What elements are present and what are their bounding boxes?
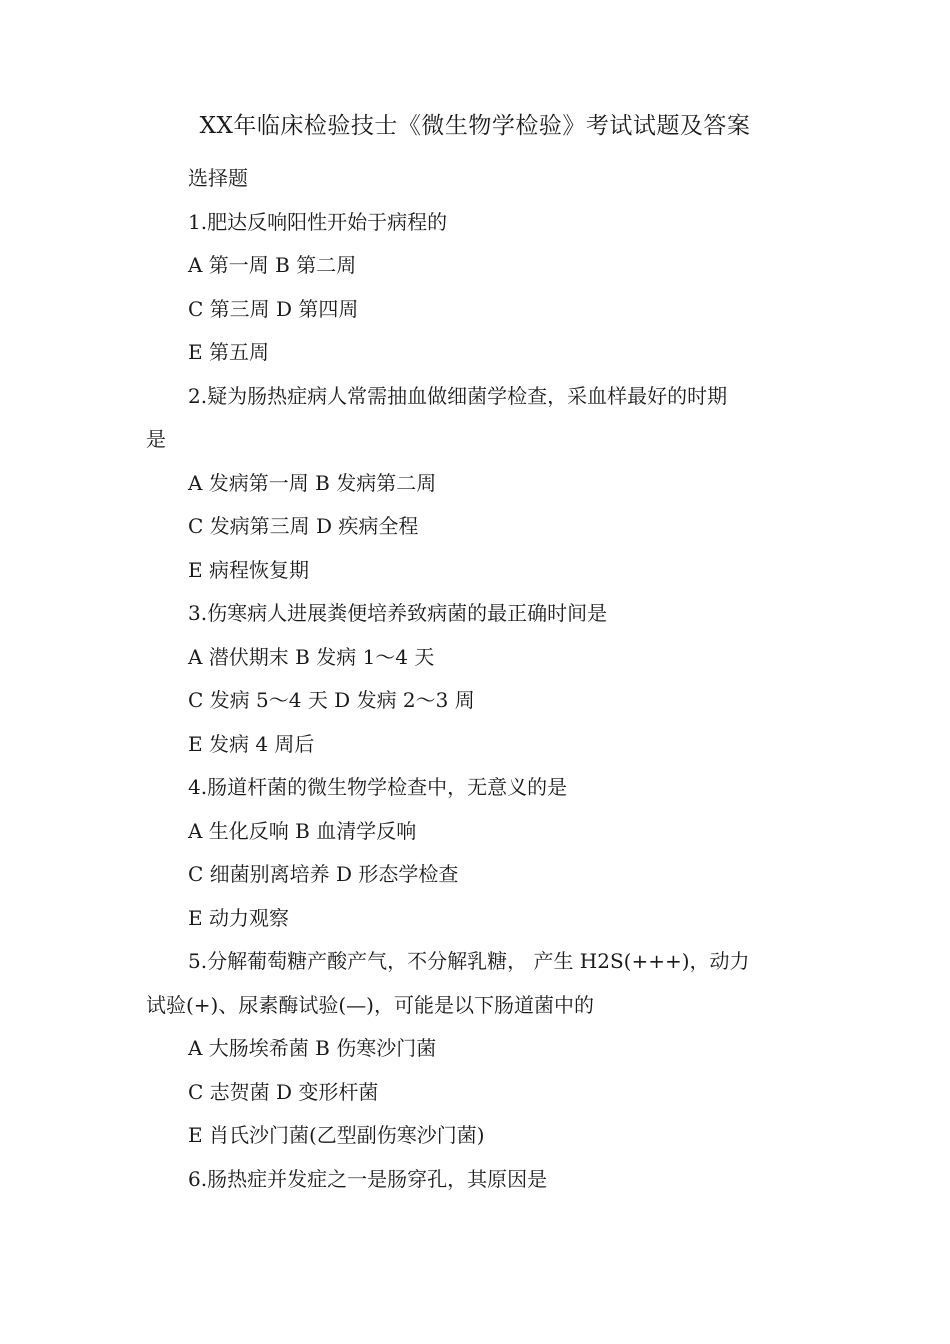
- document-body: [146, 157, 806, 1201]
- text-line: 6.肠热症并发症之一是肠穿孔，其原因是: [188, 1166, 548, 1191]
- text-line: E 发病 4 周后: [188, 731, 315, 756]
- text-line: C 发病 5～4 天 D 发病 2～3 周: [188, 688, 475, 712]
- text-line: 是: [146, 427, 166, 451]
- text-line: 3.伤寒病人进展粪便培养致病菌的最正确时间是: [188, 601, 608, 625]
- text-line: A 生化反响 B 血清学反响: [188, 818, 417, 843]
- section-heading: 选择题: [188, 166, 248, 190]
- text-line: E 第五周: [188, 340, 269, 364]
- text-line: C 志贺菌 D 变形杆菌: [188, 1079, 379, 1104]
- text-line: C 第三周 D 第四周: [188, 296, 359, 321]
- text-line: 试验(+)、尿素酶试验(—)，可能是以下肠道菌中的: [146, 992, 594, 1017]
- text-line: E 肖氏沙门菌(乙型副伤寒沙门菌): [188, 1123, 485, 1147]
- text-line: A 发病第一周 B 发病第二周: [188, 470, 437, 495]
- text-line: E 动力观察: [188, 905, 289, 930]
- text-line: C 发病第三周 D 疾病全程: [188, 514, 419, 538]
- text-line: 2.疑为肠热症病人常需抽血做细菌学检查，采血样最好的时期: [188, 383, 728, 408]
- question-lines: [146, 201, 806, 1202]
- text-line: 4.肠道杆菌的微生物学检查中，无意义的是: [188, 775, 568, 799]
- text-line: 5.分解葡萄糖产酸产气，不分解乳糖， 产生 H2S(+++)，动力: [188, 949, 750, 973]
- document-title: XX年临床检验技士《微生物学检验》考试试题及答案: [199, 113, 751, 139]
- text-line: A 潜伏期末 B 发病 1～4 天: [188, 644, 435, 669]
- text-line: A 第一周 B 第二周: [188, 253, 357, 277]
- text-line: A 大肠埃希菌 B 伤寒沙门菌: [188, 1036, 437, 1060]
- text-line: E 病程恢复期: [188, 557, 309, 582]
- text-line: C 细菌别离培养 D 形态学检查: [188, 862, 459, 886]
- text-line: 1.肥达反响阳性开始于病程的: [188, 209, 448, 234]
